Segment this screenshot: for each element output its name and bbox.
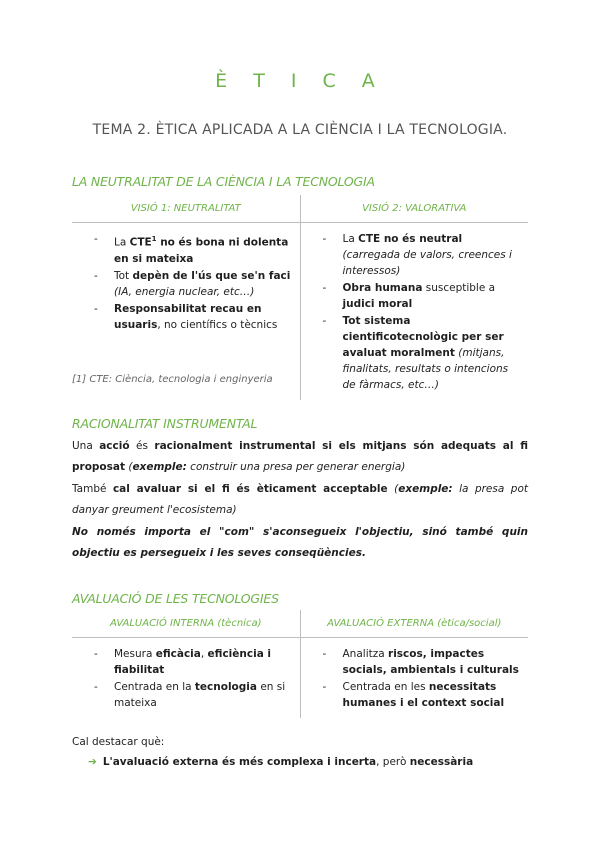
arrow-right-icon: ➔ [88,756,97,768]
paragraph-racionalitat: Una acció és racionalment instrumental si els mitjans són adequats al fi proposat (exemple: construir una presa per generar energia) [72,440,528,473]
section-title-avaluacio: AVALUACIÓ DE LES TECNOLOGIES [72,591,279,606]
column-valorativa [301,223,529,400]
footnote-marker: 1 [151,235,157,243]
topic-label: TEMA 2. [92,122,151,138]
neutralitat-table [72,195,528,400]
list-item: - Analitza riscos, impactes socials, ambientals i culturals [323,646,523,678]
paragraph-conclusio: No només importa el "com" s'aconsegueix l'objectiu, sinó també quin objectiu es persegueix i les seves conseqüències. [72,526,528,559]
list-item: - Tot depèn de l'ús que se'n faci (IA, energia nuclear, etc…) [94,268,294,300]
list-item: - Obra humana susceptible a judici moral [323,280,523,312]
table-header-row [72,195,528,223]
list-item: - Mesura eficàcia, eficiència i fiabilitat [94,646,294,678]
topic-heading [0,122,600,138]
section-title-racionalitat: RACIONALITAT INSTRUMENTAL [72,416,258,431]
list-item: - Tot sistema cientificotecnològic per ser avaluat moralment (mitjans, finalitats, resultats o intencions de fàrmacs, etc…) [323,313,523,393]
list-item: - Centrada en la tecnologia en si mateixa [94,679,294,711]
column-header-valorativa: VISIÓ 2: VALORATIVA [362,203,467,214]
table-body-row [72,638,528,718]
column-header-interna: AVALUACIÓ INTERNA (tècnica) [72,610,301,637]
column-header-externa: AVALUACIÓ EXTERNA (ètica/social) [327,618,502,629]
avaluacio-table [72,610,528,718]
list-item: - Centrada en les necessitats humanes i el context social [323,679,523,711]
list-item: - La CTE no és neutral (carregada de valors, creences i interessos) [323,231,523,279]
column-interna [72,638,301,718]
paragraph-fi-etic: També cal avaluar si el fi és èticament acceptable (exemple: la presa pot danyar greument l'ecosistema) [72,483,528,516]
list-item: - Responsabilitat recau en usuaris, no científics o tècnics [94,301,294,333]
list-item: - La CTE$^1$ no és bona ni dolenta en si mateixa [94,231,294,267]
section-title-neutralitat: LA NEUTRALITAT DE LA CIÈNCIA I LA TECNOLOGIA [72,174,375,189]
column-externa [301,638,529,718]
conclusion-line: ➔ L'avaluació externa és més complexa i incerta, però necessària [88,756,474,768]
footnote: [1] CTE: Ciència, tecnologia i enginyeria [72,374,273,385]
document-title: È T I C A [215,70,385,92]
topic-text: ÈTICA APLICADA A LA CIÈNCIA I LA TECNOLOGIA. [155,122,508,138]
lead-text: Cal destacar què: [72,736,165,748]
column-header-neutralitat: VISIÓ 1: NEUTRALITAT [72,195,301,222]
table-header-row [72,610,528,638]
